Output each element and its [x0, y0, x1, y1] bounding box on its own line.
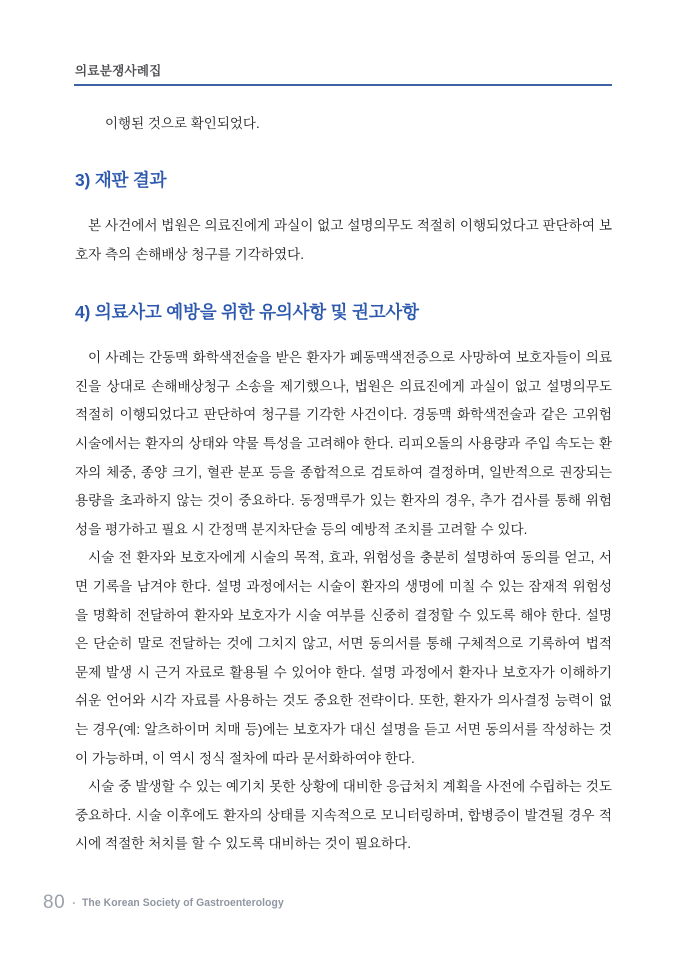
content-column	[75, 114, 612, 859]
running-head-rule	[74, 84, 612, 86]
page-number: 80	[43, 892, 66, 913]
section-heading-trial-result: 3) 재판 결과	[75, 170, 167, 190]
prevention-paragraph-1: 이 사례는 간동맥 화학색전술을 받은 환자가 폐동맥색전증으로 사망하여 보호자들이 의료진을 상대로 손해배상청구 소송을 제기했으나, 법원은 의료진에게 과실이 없고 설명의무도 적절히 이행되었다고 판단하여 청구를 기각한 사건이다. 경동맥 화학색전술과 같은 고위험 시술에서는 환자의 상태와 약물 특성을 고려해야 한다. 리피오돌의 사용량과 주입 속도는 환자의 체중, 종양 크기, 혈관 분포 등을 종합적으로 검토하여 결정하며, 일반적으로 권장되는 용량을 초과하지 않는 것이 중요하다. 동정맥루가 있는 환자의 경우, 추가 검사를 통해 위험성을 평가하고 필요 시 간정맥 분지차단술 등의 예방적 조치를 고려할 수 있다.	[75, 350, 612, 537]
prevention-paragraph-2: 시술 전 환자와 보호자에게 시술의 목적, 효과, 위험성을 충분히 설명하여 동의를 얻고, 서면 기록을 남겨야 한다. 설명 과정에서는 시술이 환자의 생명에 미칠 수 있는 잠재적 위험성을 명확히 전달하여 환자와 보호자가 시술 여부를 신중히 결정할 수 있도록 해야 한다. 설명은 단순히 말로 전달하는 것에 그치지 않고, 서면 동의서를 통해 구체적으로 기록하여 법적 문제 발생 시 근거 자료로 활용될 수 있어야 한다. 설명 과정에서 환자나 보호자가 이해하기 쉬운 언어와 시각 자료를 사용하는 것도 중요한 전략이다. 또한, 환자가 의사결정 능력이 없는 경우(예: 알츠하이머 치매 등)에는 보호자가 대신 설명을 듣고 서면 동의서를 작성하는 것이 가능하며, 이 역시 정식 절차에 따라 문서화하여야 한다.	[75, 550, 612, 766]
prevention-paragraph-3: 시술 중 발생할 수 있는 예기치 못한 상황에 대비한 응급처치 계획을 사전에 수립하는 것도 중요하다. 시술 이후에도 환자의 상태를 지속적으로 모니터링하며, 합병증이 발견될 경우 적시에 적절한 처치를 할 수 있도록 대비하는 것이 필요하다.	[75, 779, 612, 852]
publisher-name: The Korean Society of Gastroenterology	[82, 897, 284, 909]
footer-separator-dot: ·	[72, 896, 77, 910]
section-heading-prevention-recommendations: 4) 의료사고 예방을 위한 유의사항 및 권고사항	[75, 302, 419, 323]
running-head-title: 의료분쟁사례집	[75, 64, 162, 78]
carryover-sentence: 이행된 것으로 확인되었다.	[105, 116, 260, 131]
trial-result-paragraph: 본 사건에서 법원은 의료진에게 과실이 없고 설명의무도 적절히 이행되었다고 판단하여 보호자 측의 손해배상 청구를 기각하였다.	[75, 218, 612, 262]
page-footer	[43, 892, 297, 914]
